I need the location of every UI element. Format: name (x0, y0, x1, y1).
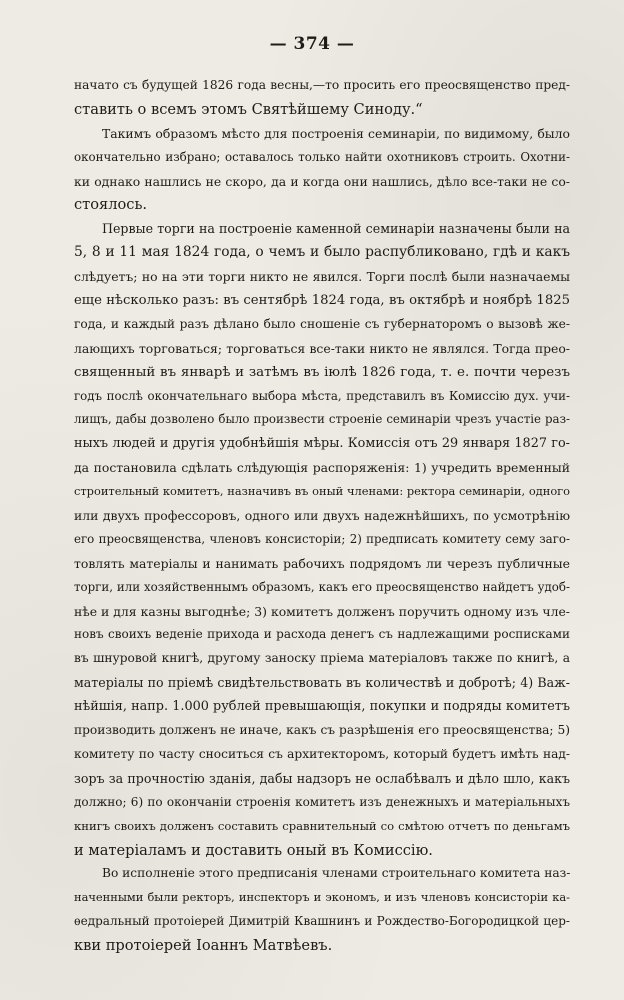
text-line: наченными были ректоръ, инспекторъ и экономъ, и изъ членовъ консисторіи ка- (74, 890, 570, 905)
text-line: 5, 8 и 11 мая 1824 года, о чемъ и было распубликовано, гдѣ и какъ (74, 244, 570, 261)
text-line: начато съ будущей 1826 года весны,—то просить его преосвященство пред- (74, 78, 570, 92)
text-line: и матеріаламъ и доставить оный въ Комиссію. (74, 841, 433, 859)
text-line: ки однако нашлись не скоро, да и когда они нашлись, дѣло все-таки не со- (74, 173, 570, 189)
text-line: кви протоіерей Іоаннъ Матвѣевъ. (74, 937, 333, 955)
text-line: слѣдуетъ; но на эти торги никто не явился. Торги послѣ были назначаемы (74, 269, 570, 285)
page-number: — 374 — (269, 34, 355, 54)
text-line: торги, или хозяйственнымъ образомъ, какъ его преосвященство найдетъ удоб- (74, 579, 570, 594)
text-line: комитету по часту сноситься съ архитекторомъ, который будетъ имѣть над- (74, 746, 570, 761)
text-line: священный въ январѣ и затѣмъ въ іюлѣ 1826 года, т. е. почти черезъ (74, 364, 570, 380)
text-line: ѳедральный протоіерей Димитрій Квашнинъ и Рождество-Богородицкой цер- (74, 914, 570, 929)
text-line: его преосвященства, членовъ консисторіи; 2) предписать комитету сему заго- (74, 531, 570, 546)
text-line: товлять матеріалы и нанимать рабочихъ подрядомъ ли черезъ публичные (74, 555, 570, 571)
text-line: Такимъ образомъ мѣсто для построенія семинаріи, по видимому, было (102, 125, 570, 141)
text-line: матеріалы по пріемѣ свидѣтельствовать въ количествѣ и добротѣ; 4) Важ- (74, 675, 570, 691)
text-line: зоръ за прочностію зданія, дабы надзоръ не ослабѣвалъ и дѣло шло, какъ (74, 770, 570, 786)
text-line: года, и каждый разъ дѣлано было сношеніе съ губернаторомъ о вызовѣ же- (74, 316, 570, 331)
text-line: еще нѣсколько разъ: въ сентябрѣ 1824 года, въ октябрѣ и ноябрѣ 1825 (74, 293, 570, 309)
text-line: стоялось. (74, 196, 148, 214)
text-line: нѣйшія, напр. 1.000 рублей превышающія, покупки и подряды комитетъ (74, 699, 570, 715)
body-text (74, 74, 570, 958)
text-line: должно; 6) по окончаніи строенія комитетъ изъ денежныхъ и матеріальныхъ (74, 794, 570, 809)
text-line: лающихъ торговаться; торговаться все-таки никто не являлся. Тогда прео- (74, 340, 570, 356)
text-line: окончательно избрано; оставалось только найти охотниковъ строить. Охотни- (74, 149, 570, 164)
text-line: или двухъ профессоровъ, одного или двухъ надежнѣйшихъ, по усмотрѣнію (74, 508, 570, 524)
text-line: книгъ своихъ долженъ составить сравнительный со смѣтою отчетъ по деньгамъ (74, 818, 570, 833)
text-line: да постановила сдѣлать слѣдующія распоряженія: 1) учредить временный (74, 460, 570, 476)
text-line: нѣе и для казны выгоднѣе; 3) комитетъ долженъ поручить одному изъ чле- (74, 603, 570, 619)
text-line: строительный комитетъ, назначивъ въ оный членами: ректора семинаріи, одного (74, 484, 570, 499)
text-line: Во исполненіе этого предписанія членами строительнаго комитета наз- (102, 866, 570, 881)
text-line: новъ своихъ веденіе прихода и расхода денегъ съ надлежащими росписками (74, 627, 570, 642)
text-line: производить долженъ не иначе, какъ съ разрѣшенія его преосвященства; 5) (74, 723, 570, 738)
text-line: лищъ, дабы дозволено было произвести строеніе семинаріи чрезъ участіе раз- (74, 412, 570, 427)
text-line: Первые торги на построеніе каменной семинаріи назначены были на (102, 221, 570, 237)
text-line: годъ послѣ окончательнаго выбора мѣста, представилъ въ Комиссію дух. учи- (74, 388, 570, 403)
text-line: въ шнуровой книгѣ, другому заноску пріема матеріаловъ также по книгѣ, а (74, 651, 570, 666)
text-line: ставить о всемъ этомъ Святѣйшему Синоду.“ (74, 100, 423, 118)
text-line: ныхъ людей и другія удобнѣйшія мѣры. Комиссія отъ 29 января 1827 го- (74, 436, 570, 452)
